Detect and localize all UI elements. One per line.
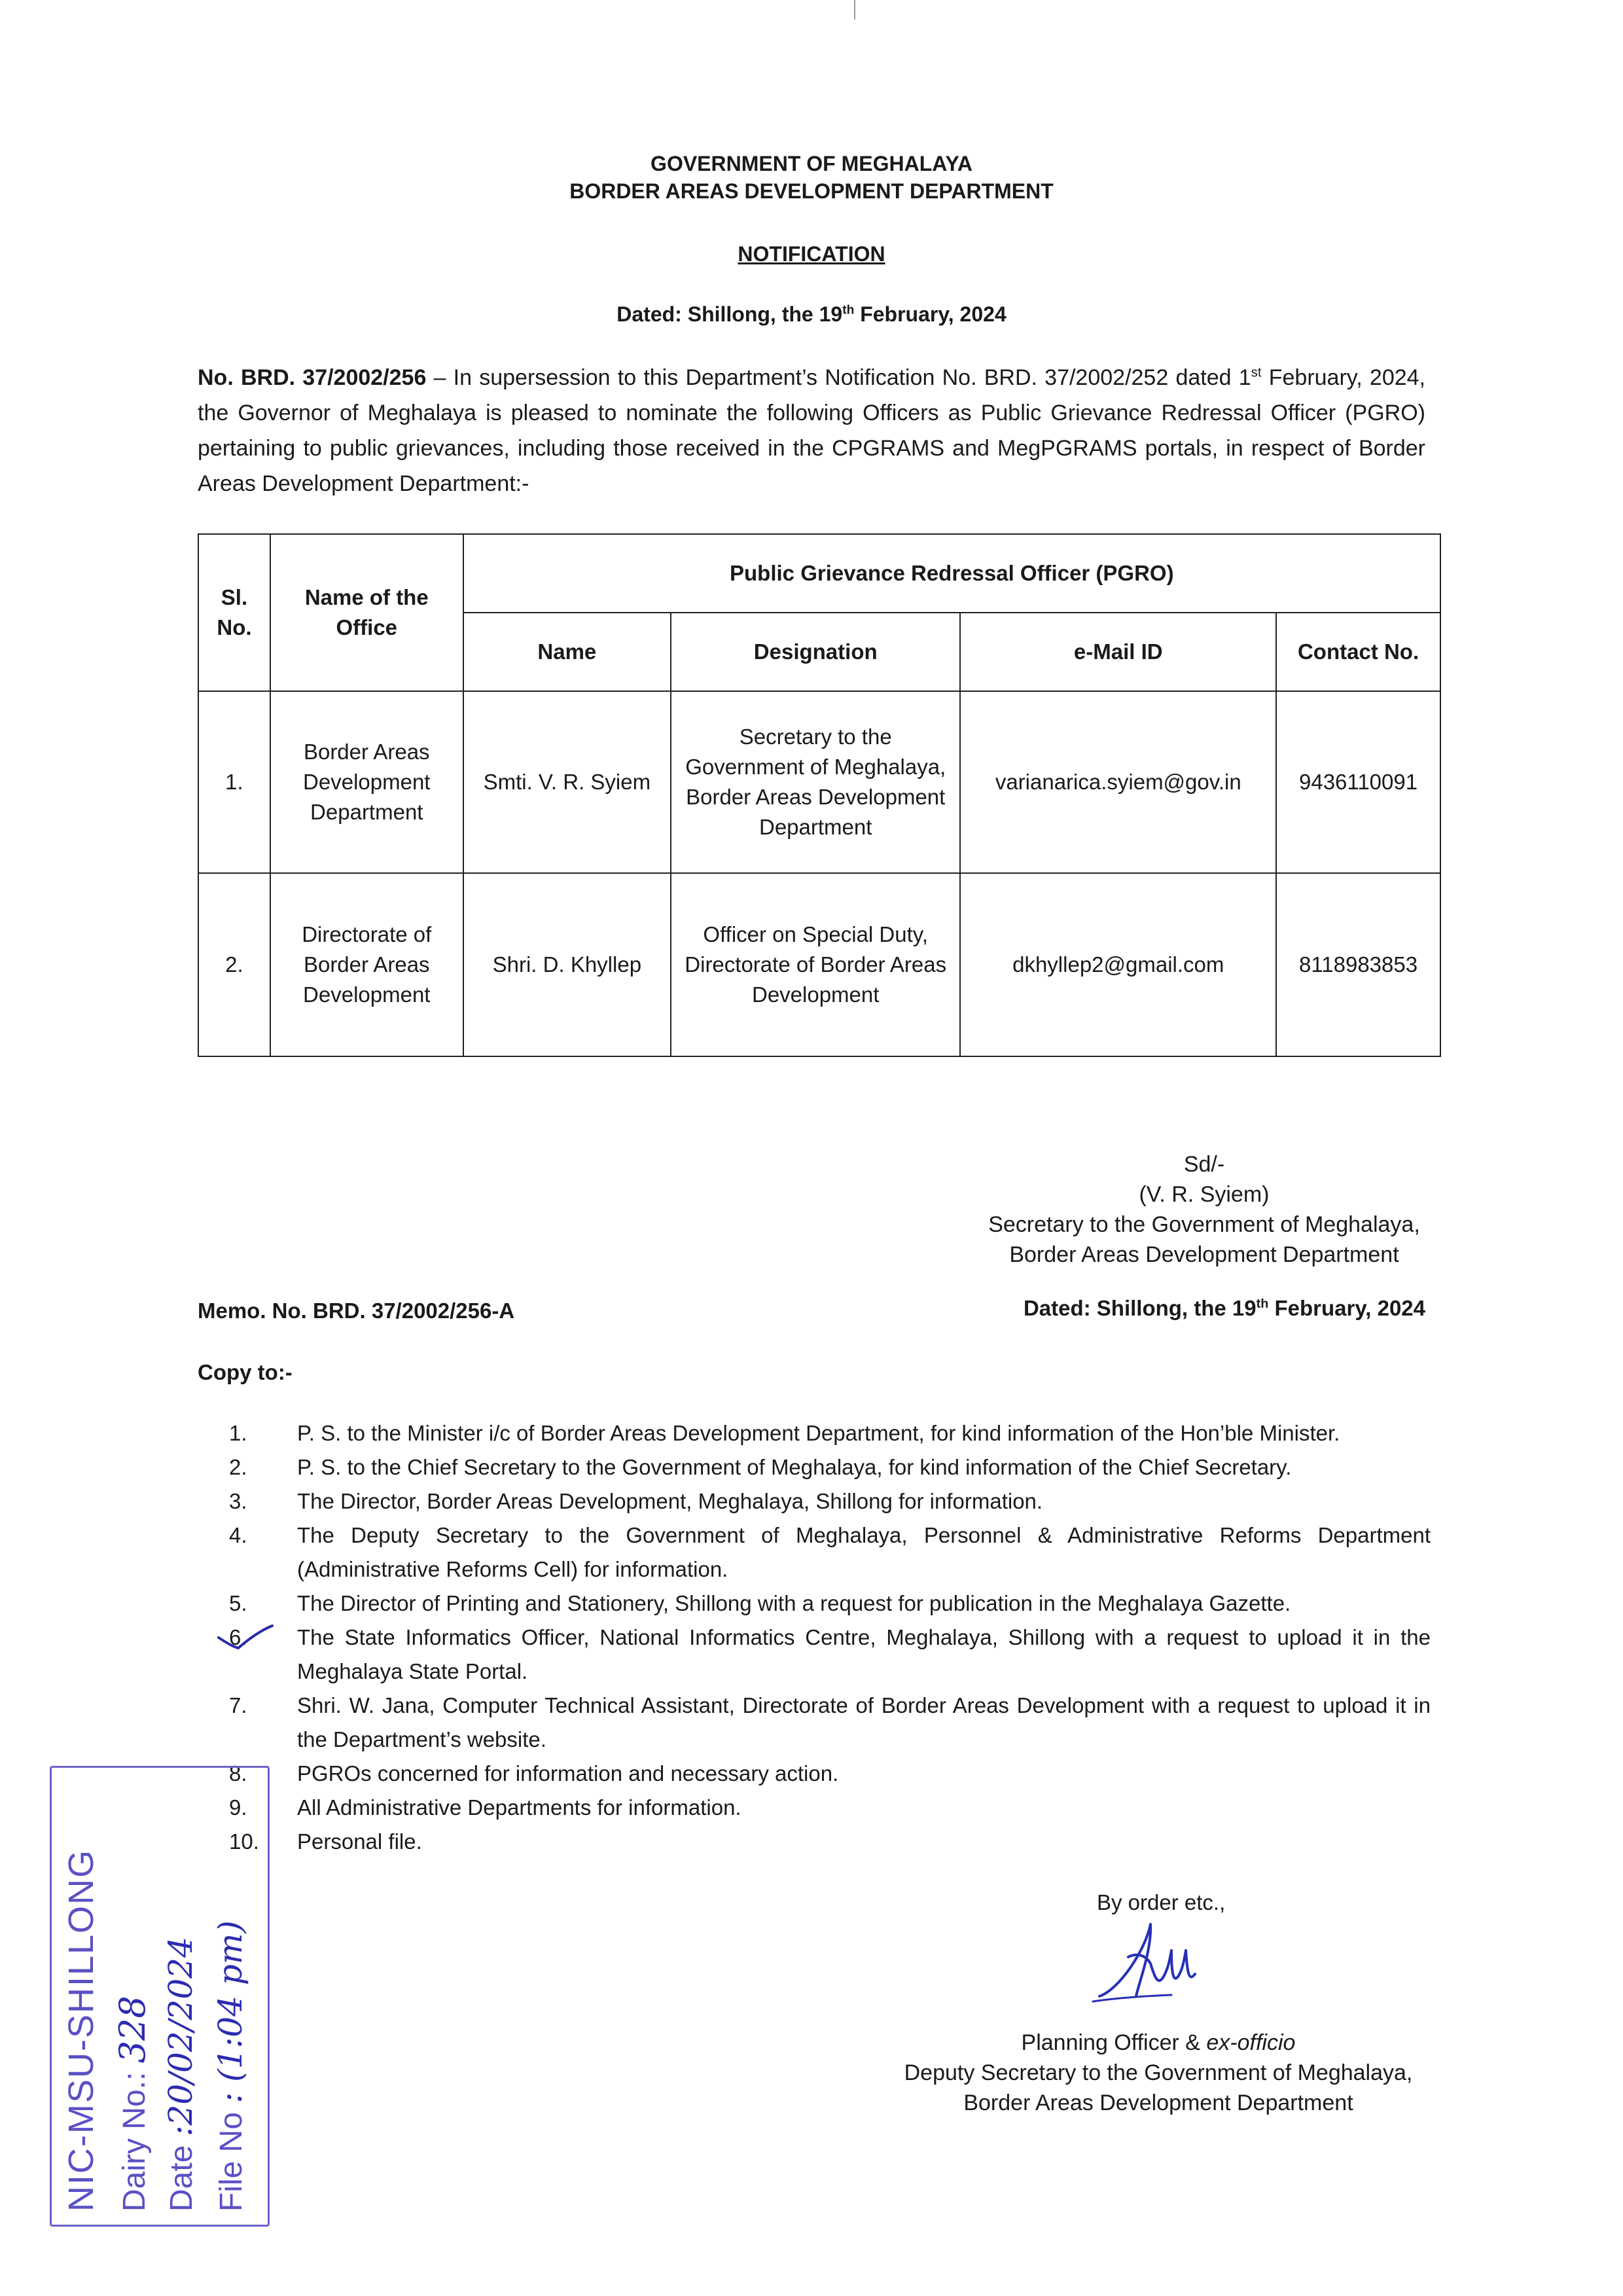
intro-text-b: February, 2024, the Governor of Meghalaya is pleased to nominate the following Officers as Public Grievance Redressal Officer (PGRO) pertaining to public grievances, including those received in the CPGRAMS and MegPGRAMS portals, in respect of Border Areas Development Department:- [198,365,1425,496]
col-email-header: e-Mail ID [960,613,1276,691]
row-office: Border Areas Development Department [270,691,463,873]
memo-number: Memo. No. BRD. 37/2002/256-A [198,1299,515,1323]
col-contact-header: Contact No. [1276,613,1440,691]
memo-date [1024,1296,1425,1321]
stamp-dairy [112,1996,153,2212]
dept-heading: BORDER AREAS DEVELOPMENT DEPARTMENT [569,179,1054,203]
receipt-stamp [50,1766,270,2227]
scan-mark [854,0,855,20]
table-row [198,873,1440,1056]
list-item [229,1518,1431,1587]
row-office: Directorate of Border Areas Development [270,873,463,1056]
list-item-text: P. S. to the Chief Secretary to the Government of Meghalaya, for kind information of the Chief Secretary. [297,1455,1292,1479]
list-item-number: 5. [229,1591,247,1615]
list-item-number: 9. [229,1795,247,1820]
sig2-line3: Border Areas Development Department [963,2090,1353,2115]
list-item-number: 2. [229,1455,247,1479]
stamp-org: NIC-MSU-SHILLONG [62,1848,101,2212]
list-item-text: The Director of Printing and Stationery, Shillong with a request for publication in the Meghalaya Gazette. [297,1591,1291,1615]
notification-title [0,242,1623,266]
intro-sup: st [1251,365,1262,380]
list-item-number: 4. [229,1523,247,1547]
memo-date-sup: th [1256,1297,1269,1311]
list-item [229,1791,1431,1825]
col-name-header: Name [463,613,671,691]
stamp-file [211,1920,249,2212]
row-sl: 1. [198,691,270,873]
stamp-content [52,1768,268,2225]
list-item-number: 3. [229,1489,247,1513]
list-item-text: All Administrative Departments for information. [297,1795,741,1820]
list-item [229,1689,1431,1757]
signature-block-2 [890,2028,1427,2118]
row-email: dkhyllep2@gmail.com [960,873,1276,1056]
intro-paragraph [198,360,1425,501]
list-item-text: PGROs concerned for information and necessary action. [297,1761,839,1785]
date-sup: th [842,303,855,317]
list-item-number: 6. [229,1625,247,1649]
stamp-date-value: :20/02/2024 [162,1937,200,2137]
list-item-number: 10. [229,1829,259,1854]
list-item [229,1450,1431,1484]
stamp-dairy-value: 328 [112,1996,153,2064]
stamp-dairy-label: Dairy No.: [117,2072,152,2212]
row-contact: 9436110091 [1276,691,1440,873]
sig2-title-a: Planning Officer & [1021,2030,1207,2055]
list-item-number: 1. [229,1421,247,1445]
col-office-header: Name of the Office [270,534,463,691]
signatory-name: (V. R. Syiem) [1139,1182,1270,1207]
list-item [229,1757,1431,1791]
col-designation-header: Designation [671,613,960,691]
list-item-text: The State Informatics Officer, National Informatics Centre, Meghalaya, Shillong with a request to upload it in the Meghalaya State Portal. [297,1625,1431,1683]
intro-text-a: – In supersession to this Department’s Notification No. BRD. 37/2002/252 dated 1 [426,365,1251,390]
list-item-text: P. S. to the Minister i/c of Border Areas Development Department, for kind information of the Hon’ble Minister. [297,1421,1340,1445]
table-row [198,691,1440,873]
row-name: Smti. V. R. Syiem [463,691,671,873]
handwritten-signature-icon [1073,1911,1217,2016]
list-item [229,1416,1431,1450]
row-sl: 2. [198,873,270,1056]
list-item-number: 7. [229,1693,247,1717]
list-item [229,1621,1431,1689]
list-item [229,1825,1431,1859]
list-item-text: The Deputy Secretary to the Government of Meghalaya, Personnel & Administrative Reforms Department (Administrative Reforms Cell) for information. [297,1523,1431,1581]
list-item [229,1484,1431,1518]
stamp-date-label: Date [164,2145,199,2212]
stamp-file-label: File No [214,2111,249,2212]
row-email: varianarica.syiem@gov.in [960,691,1276,873]
list-item [229,1587,1431,1621]
date-post: February, 2024 [854,302,1007,326]
stamp-file-value: : (1:04 pm) [211,1920,249,2104]
list-item-text: Personal file. [297,1829,422,1854]
sig2-title [890,2028,1427,2058]
tick-mark-icon [216,1623,275,1656]
memo-date-post: February, 2024 [1268,1296,1425,1320]
list-item-number: 8. [229,1761,247,1785]
sig2-title-b: ex-officio [1206,2030,1296,2055]
notification-ref: No. BRD. 37/2002/256 [198,365,427,390]
row-name: Shri. D. Khyllep [463,873,671,1056]
signatory-title: Secretary to the Government of Meghalaya, [988,1212,1420,1237]
notification-title-text: NOTIFICATION [738,242,885,266]
row-designation: Officer on Special Duty, Directorate of Border Areas Development [671,873,960,1056]
by-order-text: By order etc., [1097,1890,1226,1914]
table-header-row [198,534,1440,613]
signatory-dept: Border Areas Development Department [1009,1242,1399,1267]
row-contact: 8118983853 [1276,873,1440,1056]
list-item-text: Shri. W. Jana, Computer Technical Assistant, Directorate of Border Areas Development with a request to upload it in the Department’s website. [297,1693,1431,1751]
col-sl-header: Sl. No. [198,534,270,691]
stamp-date [162,1937,200,2212]
list-item-text: The Director, Border Areas Development, Meghalaya, Shillong for information. [297,1489,1043,1513]
signature-block-1 [969,1149,1440,1270]
notification-date [0,302,1623,327]
pgro-group-header: Public Grievance Redressal Officer (PGRO) [463,534,1440,613]
sig2-line2: Deputy Secretary to the Government of Meghalaya, [904,2060,1413,2085]
sd-mark: Sd/- [1183,1152,1225,1177]
date-pre: Dated: Shillong, the 19 [616,302,843,326]
copy-list [229,1416,1431,1859]
memo-date-pre: Dated: Shillong, the 19 [1023,1296,1257,1320]
govt-heading: GOVERNMENT OF MEGHALAYA [651,152,972,175]
pgro-table [198,533,1441,1057]
row-designation: Secretary to the Government of Meghalaya, Border Areas Development Department [671,691,960,873]
copy-to-heading: Copy to:- [198,1360,293,1384]
